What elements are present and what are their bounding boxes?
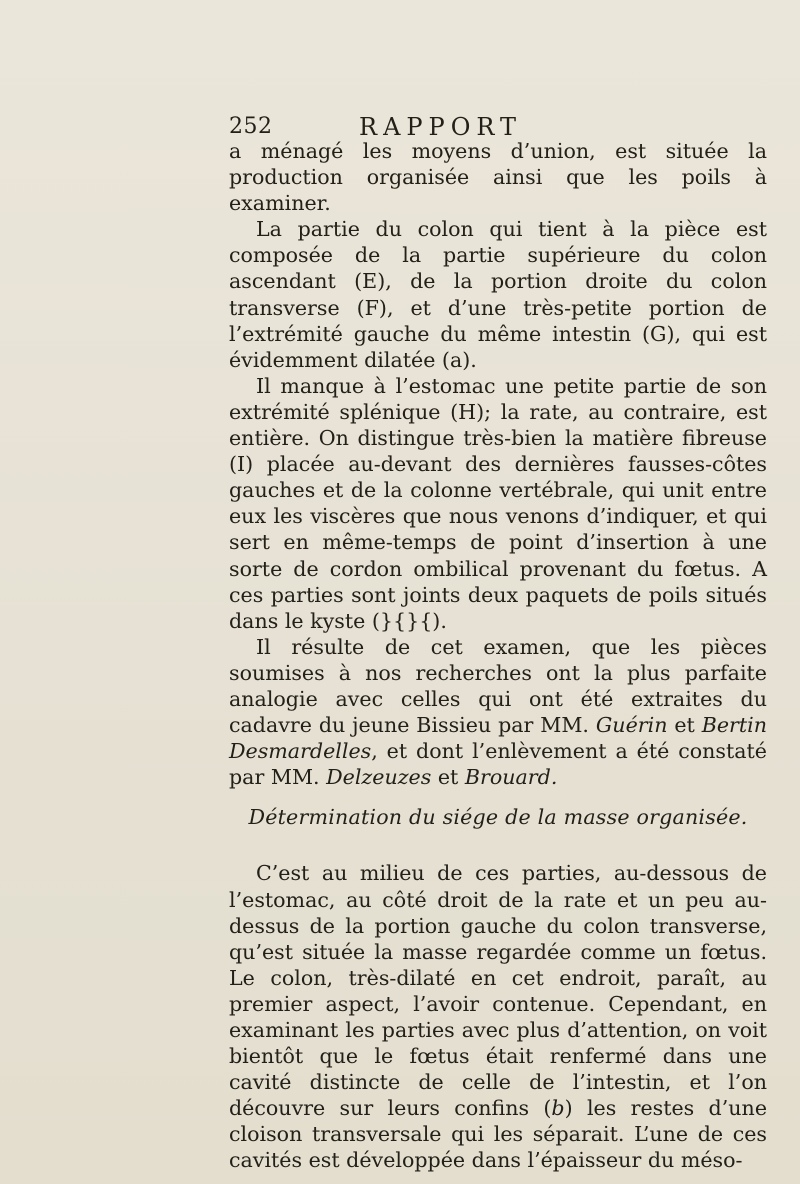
section-heading: Détermination du siége de la masse organisée. [248, 805, 748, 830]
paragraph-3: Il manque à l’estomac une petite partie de son extrémité splénique (H); la rate, au contraire, est entière. On distingue très-bien la matière fibreuse (I) placée au-devant des dernières fausses-côtes gauches et de la colonne vertébrale, qui unit entre eux les viscères que nous venons d’indiquer, et qui sert en même-temps de point d’insertion à une sorte de cordon ombilical provenant du fœtus. A ces parties sont joints deux paquets de poils situés dans le kyste (}{}{). [229, 373, 767, 633]
figure-reference: b [551, 1096, 565, 1121]
paragraph-5 [229, 860, 767, 1173]
page-edge-mark [780, 1075, 781, 1076]
conjunction: et [667, 713, 702, 738]
author-name-bertin: Bertin Desmardelles [229, 713, 767, 764]
running-title: RAPPORT [359, 113, 523, 141]
paragraph-4 [229, 634, 767, 791]
body-text [229, 138, 767, 1174]
paragraph-2: La partie du colon qui tient à la pièce est composée de la partie supérieure du colon ascendant (E), de la portion droite du colon transverse (F), et d’une très-petite portion de l’extrémité gauche du même intestin (G), qui est évidemment dilatée (a). [229, 217, 767, 372]
paragraph-5-end: ) les restes d’une cloison transversale qui les séparait. L’une de ces cavités est développée dans l’épaisseur du méso- [229, 1096, 768, 1173]
author-name-brouard: Brouard. [464, 765, 558, 790]
paragraph-4-text: Il résulte de cet examen, que les pièces soumises à nos recherches ont la plus parfaite analogie avec celles qui ont été extraites du cadavre du jeune Bissieu par MM. [229, 634, 767, 738]
author-name-guerin: Guérin [595, 713, 668, 738]
conjunction: et [431, 765, 465, 790]
paragraph-5-text: C’est au milieu de ces parties, au-dessous de l’estomac, au côté droit de la rate et un peu au-dessus de la portion gauche du colon transverse, qu’est située la masse regardée comme un fœtus. Le colon, très-dilaté en cet endroit, paraît, au premier aspect, l’avoir contenue. Cependant, en examinant les parties avec plus d’attention, on voit bientôt que le fœtus était renfermé dans une cavité distincte de celle de l’intestin, et l’on découvre sur leurs confins ( [229, 861, 767, 1121]
author-name-delzeuzes: Delzeuzes [326, 765, 432, 790]
paragraph-1: a ménagé les moyens d’union, est située la production organisée ainsi que les poils à examiner. [229, 139, 767, 216]
paragraph-4-middle: , et dont l’enlèvement a été constaté par MM. [229, 739, 767, 790]
page-number: 252 [229, 114, 273, 139]
